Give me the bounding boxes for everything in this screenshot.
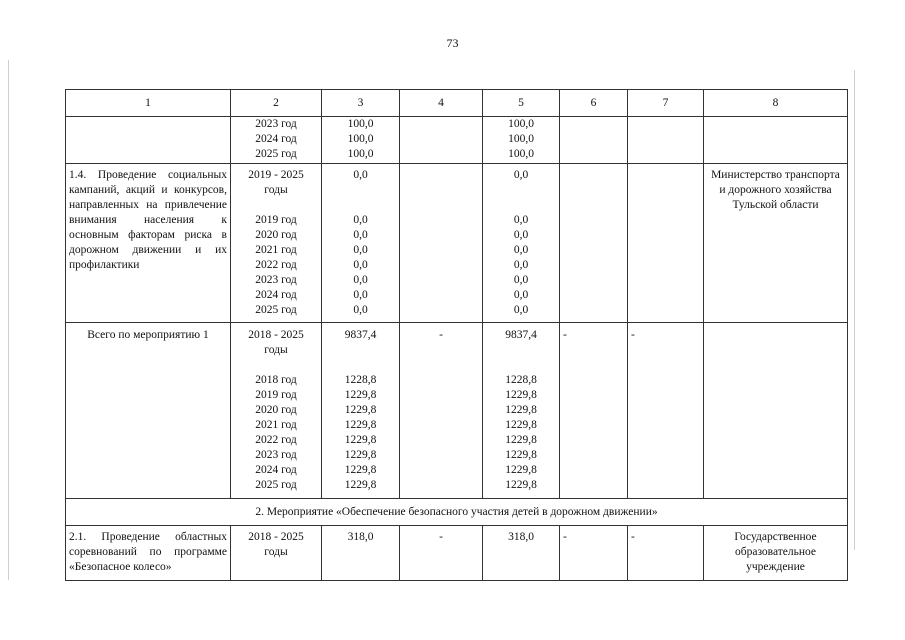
column-4-cell <box>400 117 483 164</box>
executor-cell: Министерство транспорта и дорожного хозяйства Тульской области <box>704 164 848 323</box>
column-4-cell <box>400 164 483 323</box>
column-6-cell <box>560 117 628 164</box>
period-cell: 2023 год 2024 год 2025 год <box>231 117 322 164</box>
page-number: 73 <box>446 36 459 50</box>
section-title: 2. Мероприятие «Обеспечение безопасного участия детей в дорожном движении» <box>66 499 848 526</box>
activity-cell: 1.4. Проведение социальных кампаний, акций и конкурсов, направленных на привлечение внимания населения к основным факторам риска в дорожном движении и их профилактики <box>66 164 231 323</box>
executor-cell <box>704 117 848 164</box>
period-cell: 2018 - 2025 годы 2018 год 2019 год 2020 год 2021 год 2022 год 2023 год 2024 год 2025 год <box>231 323 322 499</box>
column-6-cell: - <box>560 323 628 499</box>
column-4-cell: - <box>400 323 483 499</box>
column-header: 8 <box>704 90 848 117</box>
scan-edge-mark-right <box>854 70 855 550</box>
table-row <box>66 323 848 499</box>
regional-budget-cell: 318,0 <box>483 526 560 581</box>
total-funding-cell: 9837,4 1228,8 1229,8 1229,8 1229,8 1229,8 1229,8 1229,8 1229,8 <box>322 323 400 499</box>
table-row <box>66 164 848 323</box>
total-funding-cell: 318,0 <box>322 526 400 581</box>
table-row <box>66 117 848 164</box>
column-header-row <box>66 90 848 117</box>
period-cell: 2018 - 2025 годы <box>231 526 322 581</box>
column-4-cell: - <box>400 526 483 581</box>
section-row <box>66 499 848 526</box>
executor-cell <box>704 323 848 499</box>
activity-cell: 2.1. Проведение областных соревнований по программе «Безопасное колесо» <box>66 526 231 581</box>
column-header: 4 <box>400 90 483 117</box>
column-6-cell <box>560 164 628 323</box>
executor-cell: Государственное образовательное учреждение <box>704 526 848 581</box>
total-funding-cell: 0,0 0,0 0,0 0,0 0,0 0,0 0,0 0,0 <box>322 164 400 323</box>
column-header: 5 <box>483 90 560 117</box>
column-7-cell: - <box>628 526 704 581</box>
column-7-cell <box>628 117 704 164</box>
column-7-cell: - <box>628 323 704 499</box>
column-header: 2 <box>231 90 322 117</box>
column-header: 6 <box>560 90 628 117</box>
column-header: 7 <box>628 90 704 117</box>
column-header: 1 <box>66 90 231 117</box>
period-cell: 2019 - 2025 годы 2019 год 2020 год 2021 год 2022 год 2023 год 2024 год 2025 год <box>231 164 322 323</box>
regional-budget-cell: 0,0 0,0 0,0 0,0 0,0 0,0 0,0 0,0 <box>483 164 560 323</box>
table-row <box>66 526 848 581</box>
activity-cell: Всего по мероприятию 1 <box>66 323 231 499</box>
activity-cell <box>66 117 231 164</box>
column-7-cell <box>628 164 704 323</box>
regional-budget-cell: 9837,4 1228,8 1229,8 1229,8 1229,8 1229,8 1229,8 1229,8 1229,8 <box>483 323 560 499</box>
total-funding-cell: 100,0 100,0 100,0 <box>322 117 400 164</box>
column-header: 3 <box>322 90 400 117</box>
regional-budget-cell: 100,0 100,0 100,0 <box>483 117 560 164</box>
program-table <box>65 89 848 581</box>
column-6-cell: - <box>560 526 628 581</box>
scan-edge-mark-left <box>8 60 9 580</box>
